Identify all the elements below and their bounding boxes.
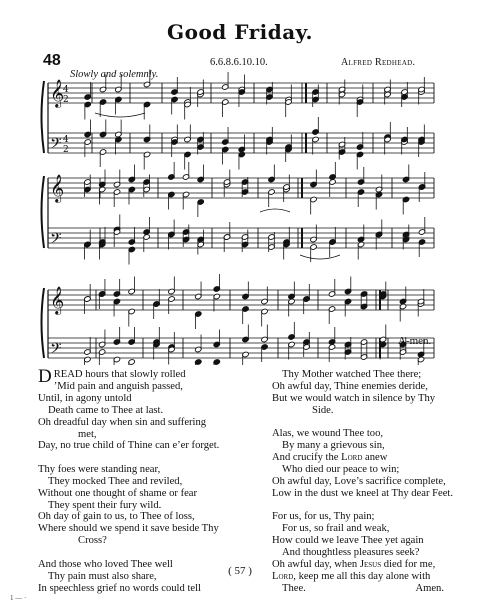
treble-clef: 𝄞 — [50, 79, 65, 107]
verse-line: Thy Mother watched Thee there; — [282, 369, 422, 380]
treble-clef: 𝄞 — [50, 286, 65, 314]
amen-lyric: A-men. — [398, 335, 432, 347]
verse-smallcaps: Jesus — [359, 558, 382, 570]
verse-line: Oh day of gain to us, to Thee of loss, — [38, 511, 195, 523]
verse-smallcaps: Lord — [272, 570, 294, 582]
tempo-marking: Slowly and solemnly. — [70, 69, 159, 80]
composer-name: Alfred Redhead. — [341, 57, 416, 68]
verse-line: By many a grievous sin, — [282, 440, 385, 452]
hymn-meter: 6.6.8.6.10.10. — [210, 57, 268, 68]
page-title: Good Friday. — [167, 20, 313, 44]
slur — [260, 209, 290, 212]
verse-line: Oh dreadful day when sin and suffering — [38, 416, 207, 428]
verse-line: Thy pain must also share, — [48, 570, 157, 582]
verse-text: died for me, — [381, 558, 436, 570]
system-brace — [42, 176, 45, 248]
system-brace — [42, 288, 45, 358]
verse-line: Where should we spend it save beside Thy — [38, 523, 219, 535]
time-signature: 4 — [63, 85, 69, 95]
stanza-4 — [272, 428, 454, 499]
verse-amen: Amen. — [415, 582, 444, 594]
verse-text: And crucify the — [272, 451, 342, 463]
system-brace — [42, 81, 45, 153]
stanza-5 — [272, 511, 444, 594]
verse-line: Oh awful day, Thine enemies deride, — [272, 380, 428, 392]
page-number: ( 57 ) — [228, 565, 252, 577]
verse-line: And thoughtless pleasures seek? — [282, 546, 420, 558]
verse-text: anew — [362, 451, 388, 463]
bass-clef: 𝄢 — [50, 340, 62, 361]
bass-clef: 𝄢 — [50, 230, 62, 251]
verse-line-cont: Side. — [312, 404, 334, 416]
time-signature: 2 — [63, 95, 69, 105]
verse-line-cont: met, — [78, 428, 97, 440]
time-signature: 4 — [63, 135, 69, 145]
time-signature: 2 — [63, 145, 69, 155]
verse-line: They mocked Thee and reviled, — [48, 475, 183, 487]
verse-line: Who died our peace to win; — [282, 463, 400, 475]
verse-smallcaps: Lord — [341, 451, 363, 463]
slur — [95, 113, 145, 117]
verse-line: Low in the dust we kneel at Thy dear Feet. — [272, 487, 454, 499]
verse-line: ’Mid pain and anguish passed, — [53, 380, 183, 392]
verse-line: For us, so frail and weak, — [282, 522, 390, 534]
verse-line: Alas, we wound Thee too, — [272, 428, 384, 440]
verse-line: In speechless grief no words could tell — [38, 582, 201, 594]
drop-cap: D — [38, 366, 52, 387]
printer-mark: 1 — · — [10, 594, 27, 602]
verse-line: Oh awful day, Love’s sacrifice complete, — [272, 475, 446, 487]
verse-line: Thy foes were standing near, — [38, 463, 161, 475]
verse-line: They spent their fury wild. — [48, 499, 162, 511]
verse-line: READ hours that slowly rolled — [53, 369, 186, 380]
verse-text: Oh awful day, when — [272, 558, 360, 570]
stanza-2 — [38, 464, 246, 547]
verse-text: , keep me all this day alone with — [293, 570, 431, 582]
stanza-3b — [272, 369, 444, 417]
verse-line: For us, for us, Thy pain; — [272, 511, 375, 523]
verse-line-cont: Thee. — [282, 582, 306, 594]
stanza-1 — [38, 366, 246, 452]
verse-line: How could we leave Thee yet again — [272, 534, 424, 546]
verse-line: And those who loved Thee well — [38, 558, 173, 570]
slur — [300, 255, 340, 259]
verse-line: Without one thought of shame or fear — [38, 487, 198, 499]
verse-line: Death came to Thee at last. — [48, 404, 164, 416]
bass-clef: 𝄢 — [50, 135, 62, 156]
hymn-number: 48 — [43, 52, 61, 69]
verse-line: Until, in agony untold — [38, 392, 132, 404]
verse-line: Day, no true child of Thine can e’er forget. — [38, 440, 220, 452]
treble-clef: 𝄞 — [50, 174, 65, 202]
verse-line: But we would watch in silence by Thy — [272, 392, 436, 404]
verse-line-cont: Cross? — [78, 535, 107, 547]
